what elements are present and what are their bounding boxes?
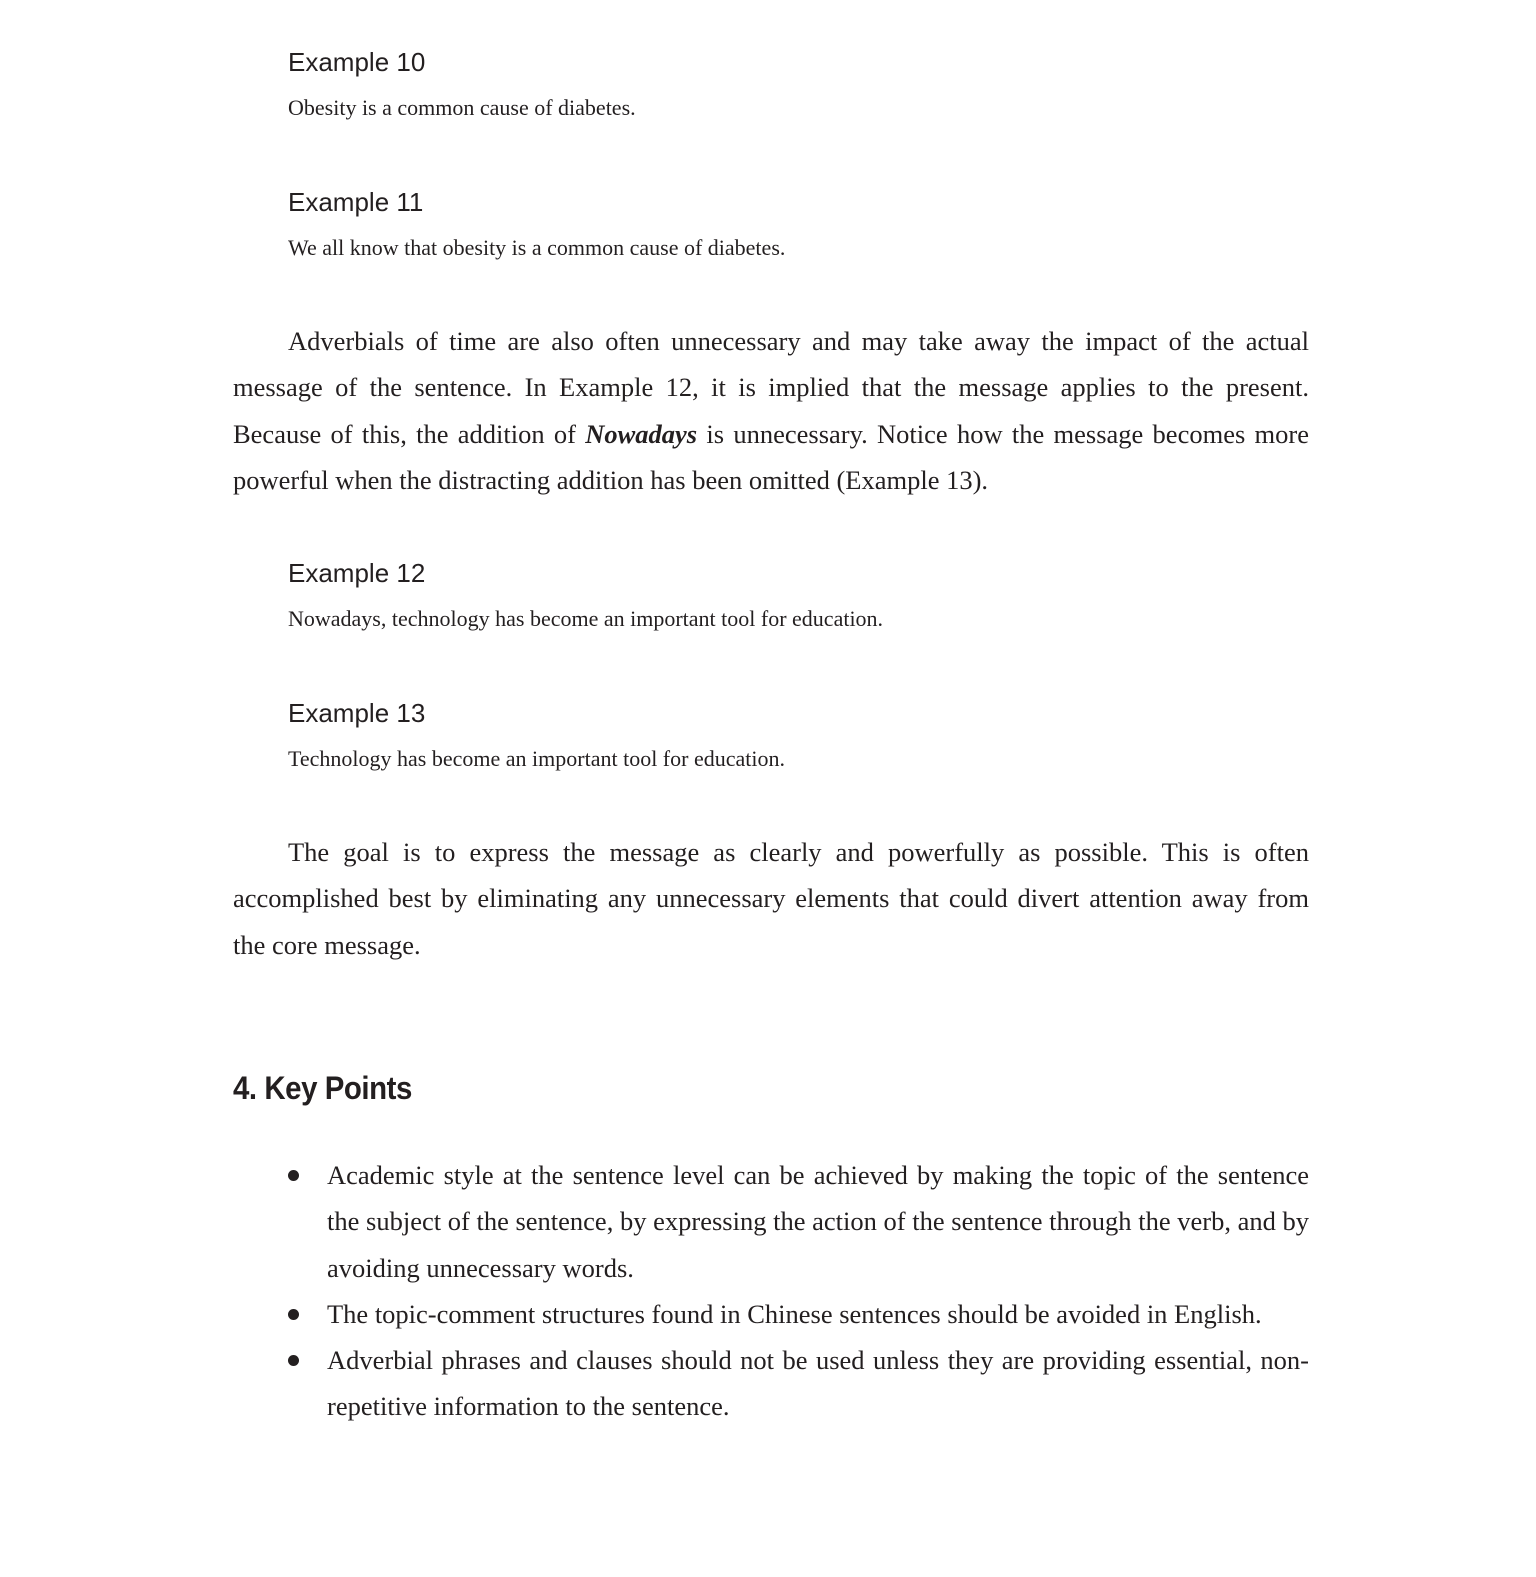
- key-point-text: The topic-comment structures found in Chinese sentences should be avoided in English.: [327, 1298, 1262, 1329]
- example-13-title: Example 13: [288, 698, 426, 728]
- key-point-text: Academic style at the sentence level can be achieved by making the topic of the sentence the subject of the sentence, by expressing the action of the sentence through the verb, and by avoiding unnecessary words.: [327, 1160, 1309, 1283]
- example-13-text: Technology has become an important tool for education.: [288, 746, 785, 771]
- example-12-text: Nowadays, technology has become an important tool for education.: [288, 606, 884, 631]
- example-10-title: Example 10: [288, 47, 426, 77]
- section-heading-key-points: 4. Key Points: [233, 1070, 412, 1106]
- list-item: [233, 1152, 1309, 1291]
- list-item: [233, 1337, 1309, 1430]
- example-11-title: Example 11: [288, 187, 424, 217]
- paragraph-goal: The goal is to express the message as clearly and powerfully as possible. This is often accomplished best by eliminating any unnecessary elements that could divert attention away from the core message.: [233, 837, 1309, 960]
- bullet-icon: [288, 1355, 299, 1366]
- paragraph-1-emphasis: Nowadays: [585, 418, 698, 449]
- paragraph-1-part-2: is unnecessary. Notice how the message becomes more powerful when the distracting addition has been omitted (Example 13).: [233, 418, 1309, 495]
- example-12-title: Example 12: [288, 558, 426, 588]
- paragraph-1-part-1: Adverbials of time are also often unnecessary and may take away the impact of the actual message of the sentence. In Example 12, it is implied that the message applies to the present. Because of this, the addition of: [233, 326, 1309, 449]
- example-11-text: We all know that obesity is a common cause of diabetes.: [288, 235, 786, 260]
- list-item: [233, 1291, 1309, 1337]
- example-10-text: Obesity is a common cause of diabetes.: [288, 95, 636, 120]
- bullet-icon: [288, 1309, 299, 1320]
- key-points-list: [233, 1152, 1309, 1430]
- paragraph-adverbials-of-time: [233, 318, 1309, 503]
- key-point-text: Adverbial phrases and clauses should not be used unless they are providing essential, non-repetitive information to the sentence.: [327, 1345, 1309, 1422]
- bullet-icon: [288, 1170, 299, 1181]
